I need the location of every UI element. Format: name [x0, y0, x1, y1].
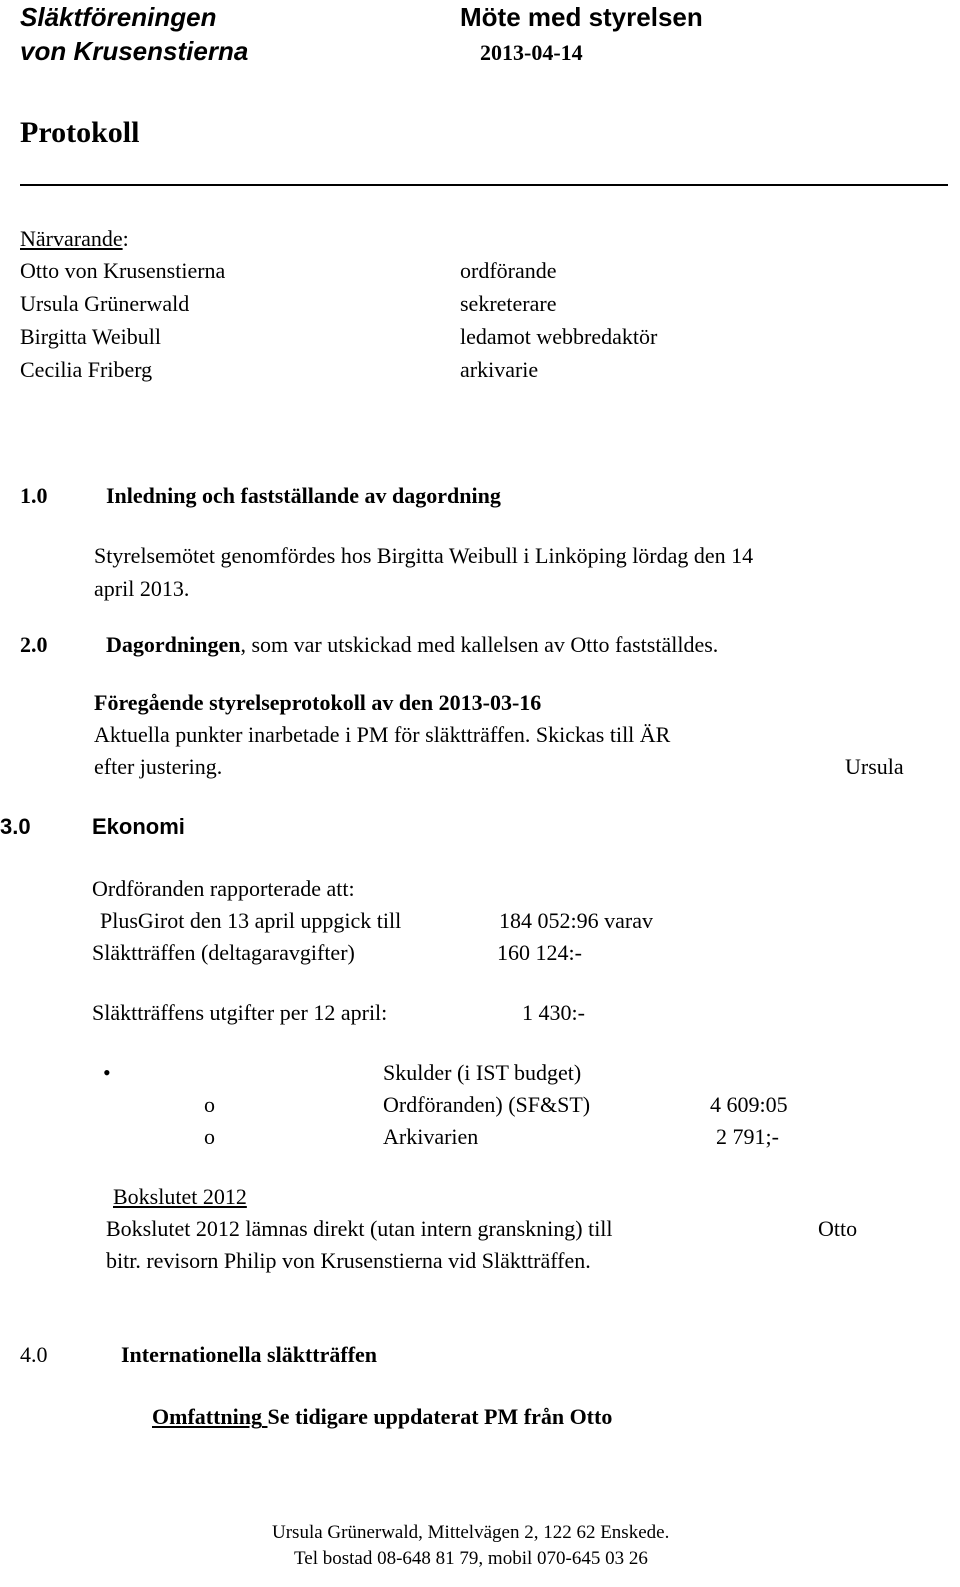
scope-line: Omfattning Se tidigare uppdaterat PM från Otto: [152, 1404, 613, 1429]
meeting-date: 2013-04-14: [480, 40, 583, 65]
closing-responsible: Otto: [818, 1216, 858, 1241]
section-3-title: Ekonomi: [92, 814, 185, 839]
attendee-name: Otto von Krusenstierna: [20, 258, 226, 283]
bullet-icon: •: [103, 1060, 111, 1085]
section-4-title: Internationella släktträffen: [121, 1342, 378, 1367]
attendee-role: sekreterare: [460, 291, 557, 316]
chairman-reported: Ordföranden rapporterade att:: [92, 876, 355, 901]
fees-label: Släktträffen (deltagaravgifter): [92, 940, 355, 965]
footer-phone: Tel bostad 08-648 81 79, mobil 070-645 03 26: [294, 1548, 648, 1569]
plusgirot-value: 184 052:96 varav: [499, 908, 653, 933]
section-1-text-line1: Styrelsemötet genomfördes hos Birgitta Weibull i Linköping lördag den 14: [94, 543, 754, 568]
section-2-text-line2: efter justering.: [94, 754, 223, 779]
debt-value: 2 791;-: [716, 1124, 779, 1149]
closing-text-line2: bitr. revisorn Philip von Krusenstierna vid Släktträffen.: [106, 1248, 591, 1273]
previous-protocol-heading: Föregående styrelseprotokoll av den 2013-03-16: [94, 690, 542, 715]
attendee-role: ledamot webbredaktör: [460, 324, 658, 349]
costs-label: Släktträffens utgifter per 12 april:: [92, 1000, 388, 1025]
closing-text-line1: Bokslutet 2012 lämnas direkt (utan intern granskning) till: [106, 1216, 613, 1241]
attendee-name: Ursula Grünerwald: [20, 291, 190, 316]
meeting-title: Möte med styrelsen: [460, 2, 703, 32]
debt-label: Arkivarien: [383, 1124, 479, 1149]
footer-address: Ursula Grünerwald, Mittelvägen 2, 122 62 Enskede.: [272, 1522, 670, 1543]
attendee-name: Cecilia Friberg: [20, 357, 153, 382]
section-3-number: 3.0: [0, 814, 31, 839]
header-divider: [20, 184, 948, 186]
section-1-text-line2: april 2013.: [94, 576, 190, 601]
section-1-number: 1.0: [20, 483, 48, 508]
attendee-name: Birgitta Weibull: [20, 324, 162, 349]
sub-bullet-icon: o: [204, 1092, 215, 1117]
section-2-title: Dagordningen, som var utskickad med kallelsen av Otto fastställdes.: [106, 632, 719, 657]
section-2-number: 2.0: [20, 632, 48, 657]
debts-label: Skulder (i IST budget): [383, 1060, 582, 1085]
attendee-role: ordförande: [460, 258, 557, 283]
fees-value: 160 124:-: [497, 940, 582, 965]
section-4-number: 4.0: [20, 1342, 48, 1367]
plusgirot-label: PlusGirot den 13 april uppgick till: [100, 908, 402, 933]
attendance-heading: Närvarande:: [20, 226, 129, 251]
costs-value: 1 430:-: [522, 1000, 585, 1025]
organization-name-line1: Släktföreningen: [20, 2, 217, 32]
document-title: Protokoll: [20, 116, 140, 149]
debt-label: Ordföranden) (SF&ST): [383, 1092, 591, 1117]
section-2-text-line1: Aktuella punkter inarbetade i PM för släktträffen. Skickas till ÄR: [94, 722, 671, 747]
sub-bullet-icon: o: [204, 1124, 215, 1149]
section-1-title: Inledning och fastställande av dagordning: [106, 483, 501, 508]
section-2-responsible: Ursula: [845, 754, 904, 779]
organization-name-line2: von Krusenstierna: [20, 36, 249, 66]
closing-heading: Bokslutet 2012: [113, 1184, 247, 1209]
attendee-role: arkivarie: [460, 357, 539, 382]
debt-value: 4 609:05: [710, 1092, 788, 1117]
